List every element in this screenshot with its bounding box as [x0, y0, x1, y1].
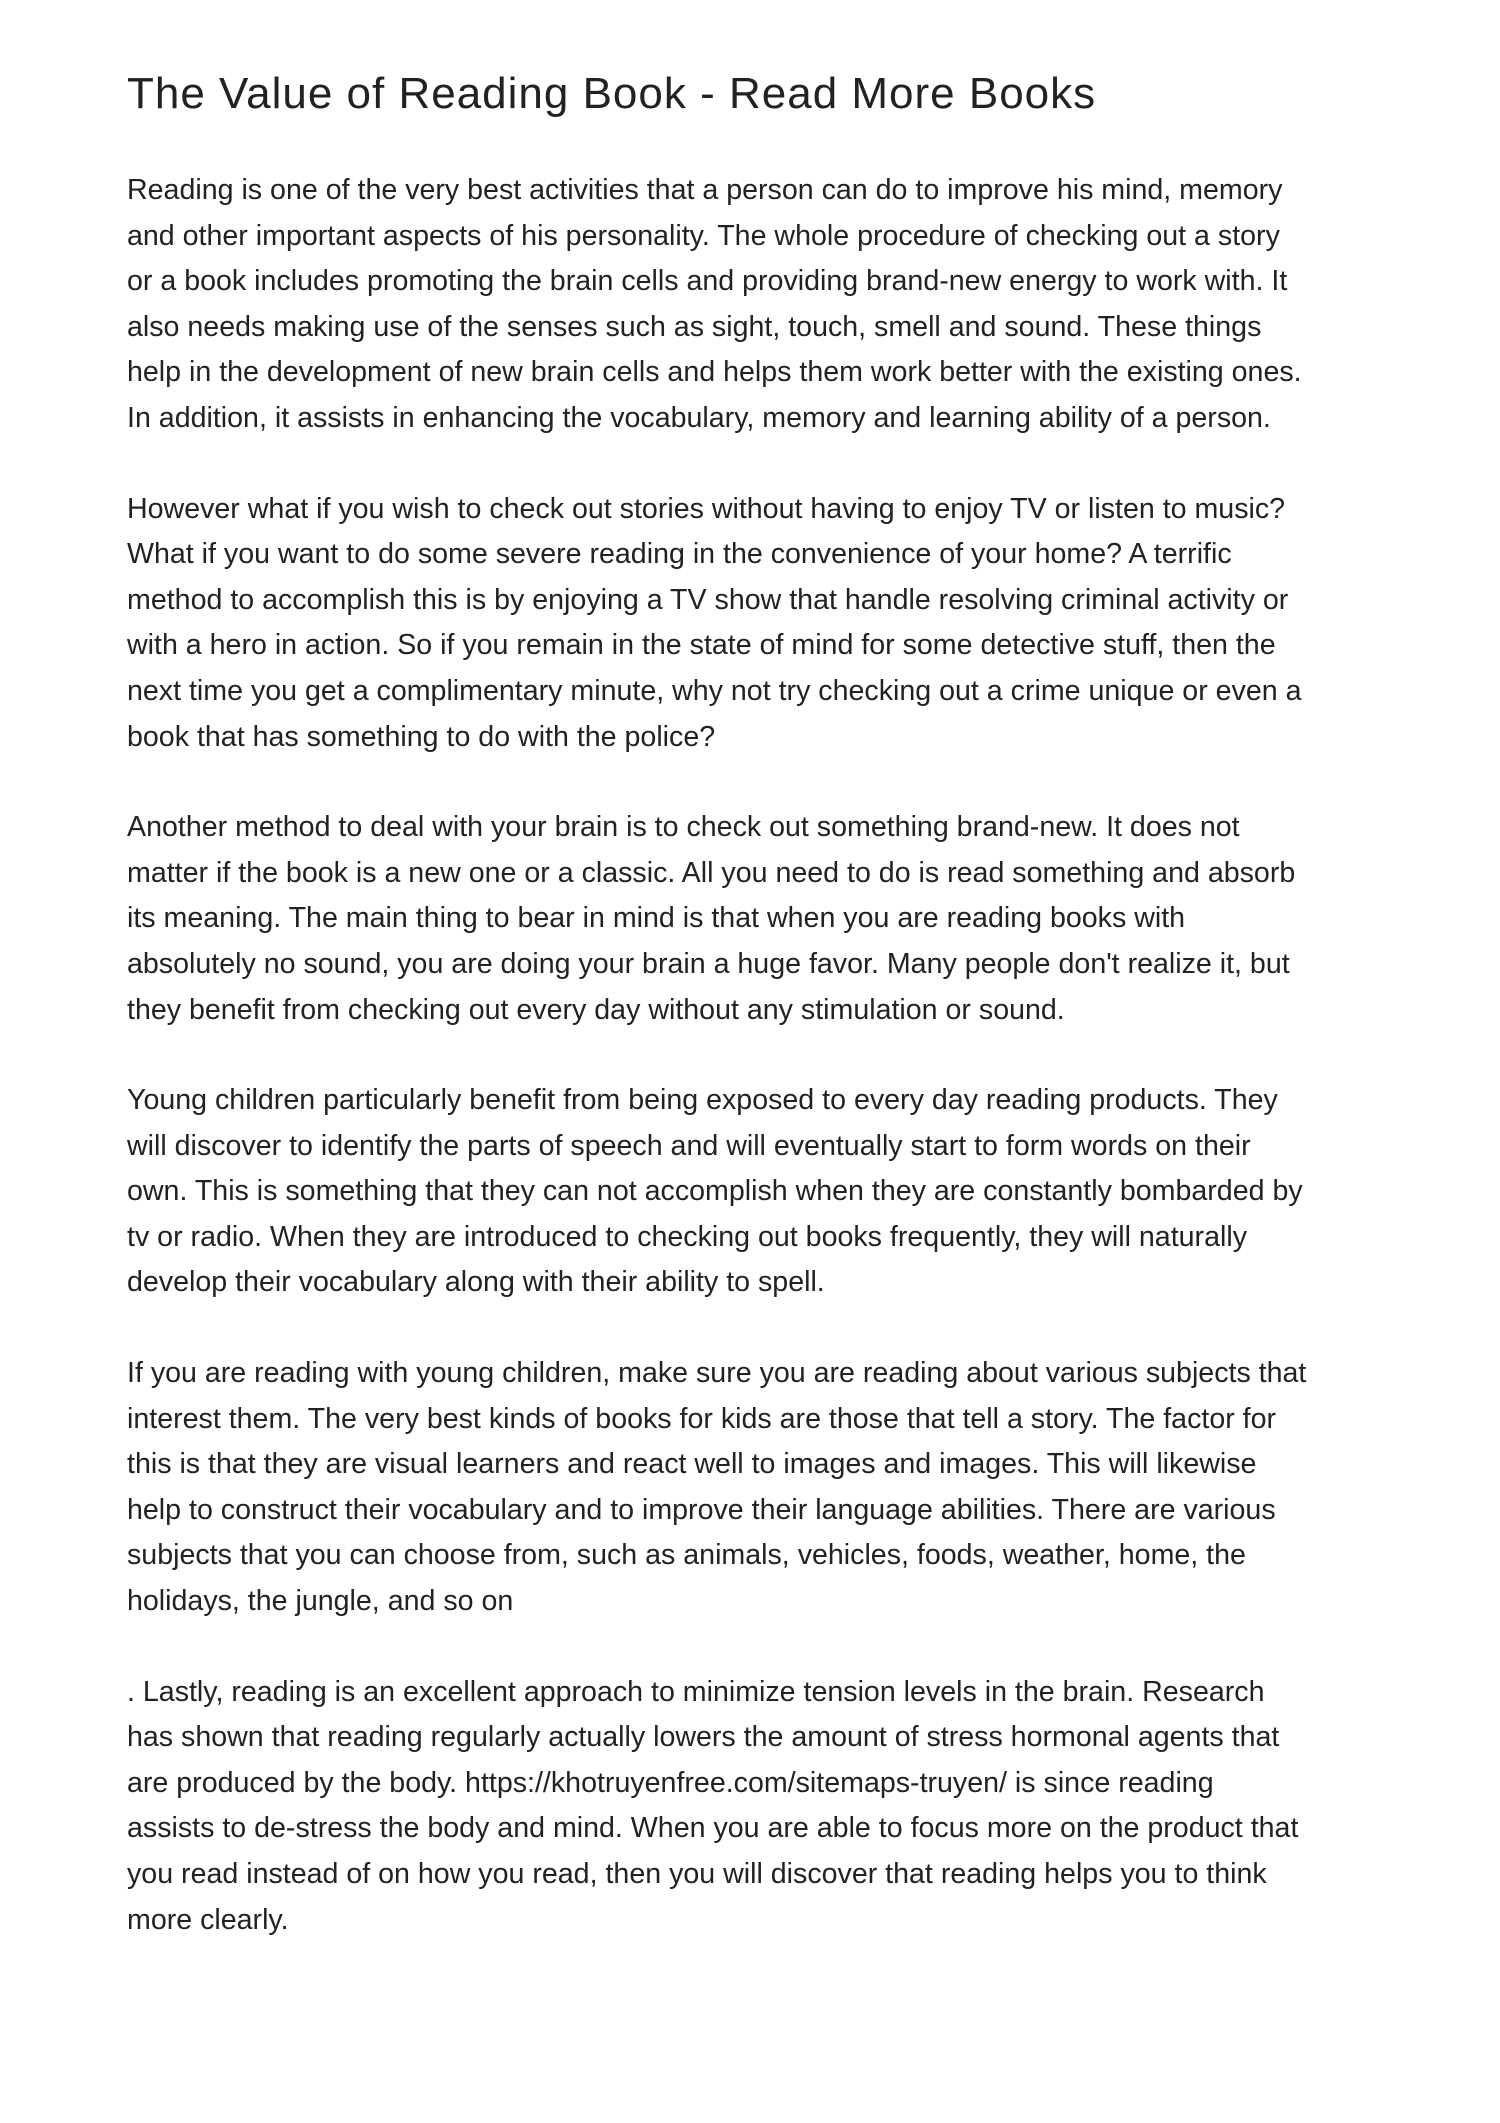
- text-line: next time you get a complimentary minute, why not try checking out a crime unique or even a: [127, 674, 1302, 707]
- text-line: If you are reading with young children, make sure you are reading about various subjects that: [127, 1357, 1307, 1390]
- paragraph-5: [127, 1351, 1407, 1625]
- text-line: holidays, the jungle, and so on: [127, 1585, 514, 1618]
- paragraph-2: [127, 487, 1407, 761]
- text-line: Reading is one of the very best activities that a person can do to improve his mind, memory: [127, 174, 1283, 206]
- text-line: will discover to identify the parts of speech and will eventually start to form words on their: [127, 1129, 1251, 1162]
- text-line: However what if you wish to check out stories without having to enjoy TV or listen to music?: [127, 492, 1286, 525]
- text-line: this is that they are visual learners and react well to images and images. This will likewise: [127, 1448, 1257, 1481]
- text-line: assists to de-stress the body and mind. When you are able to focus more on the product that: [127, 1812, 1299, 1845]
- page-title: The Value of Reading Book - Read More Books: [127, 69, 1097, 118]
- text-line: or a book includes promoting the brain cells and providing brand-new energy to work with. It: [127, 265, 1288, 298]
- text-line: What if you want to do some severe reading in the convenience of your home? A terrific: [127, 538, 1232, 571]
- text-line: they benefit from checking out every day without any stimulation or sound.: [127, 993, 1065, 1026]
- text-line: more clearly.: [127, 1903, 289, 1936]
- text-line: tv or radio. When they are introduced to checking out books frequently, they will naturally: [127, 1220, 1247, 1253]
- text-line: develop their vocabulary along with their ability to spell.: [127, 1266, 825, 1299]
- text-line: help to construct their vocabulary and to improve their language abilities. There are various: [127, 1493, 1276, 1526]
- text-line: Another method to deal with your brain is to check out something brand-new. It does not: [127, 811, 1240, 844]
- text-line: matter if the book is a new one or a classic. All you need to do is read something and absorb: [127, 856, 1296, 889]
- text-line: . Lastly, reading is an excellent approach to minimize tension levels in the brain. Research: [127, 1675, 1265, 1708]
- text-line: with a hero in action. So if you remain in the state of mind for some detective stuff, then the: [127, 629, 1276, 662]
- text-line: subjects that you can choose from, such as animals, vehicles, foods, weather, home, the: [127, 1539, 1246, 1572]
- text-line: you read instead of on how you read, then you will discover that reading helps you to think: [127, 1858, 1267, 1890]
- text-line: has shown that reading regularly actually lowers the amount of stress hormonal agents that: [127, 1721, 1280, 1754]
- text-line: help in the development of new brain cells and helps them work better with the existing ones.: [127, 356, 1302, 389]
- text-line: its meaning. The main thing to bear in mind is that when you are reading books with: [127, 902, 1186, 935]
- document-body: [127, 168, 1407, 1988]
- text-line: own. This is something that they can not accomplish when they are constantly bombarded by: [127, 1175, 1303, 1208]
- paragraph-6: [127, 1670, 1407, 1944]
- text-line: and other important aspects of his personality. The whole procedure of checking out a story: [127, 219, 1280, 252]
- text-line: interest them. The very best kinds of books for kids are those that tell a story. The factor for: [127, 1402, 1277, 1435]
- text-line: Young children particularly benefit from being exposed to every day reading products. They: [127, 1084, 1278, 1117]
- paragraph-3: [127, 805, 1407, 1033]
- paragraph-1: [127, 168, 1407, 442]
- text-line: absolutely no sound, you are doing your brain a huge favor. Many people don't realize it, but: [127, 947, 1290, 980]
- text-line: In addition, it assists in enhancing the vocabulary, memory and learning ability of a person.: [127, 401, 1271, 434]
- text-line: book that has something to do with the police?: [127, 720, 716, 753]
- paragraph-4: [127, 1078, 1407, 1306]
- text-line: also needs making use of the senses such as sight, touch, smell and sound. These things: [127, 310, 1262, 343]
- text-line: method to accomplish this is by enjoying a TV show that handle resolving criminal activity or: [127, 583, 1289, 616]
- text-line: are produced by the body. https://khotruyenfree.com/sitemaps-truyen/ is since reading: [127, 1766, 1214, 1799]
